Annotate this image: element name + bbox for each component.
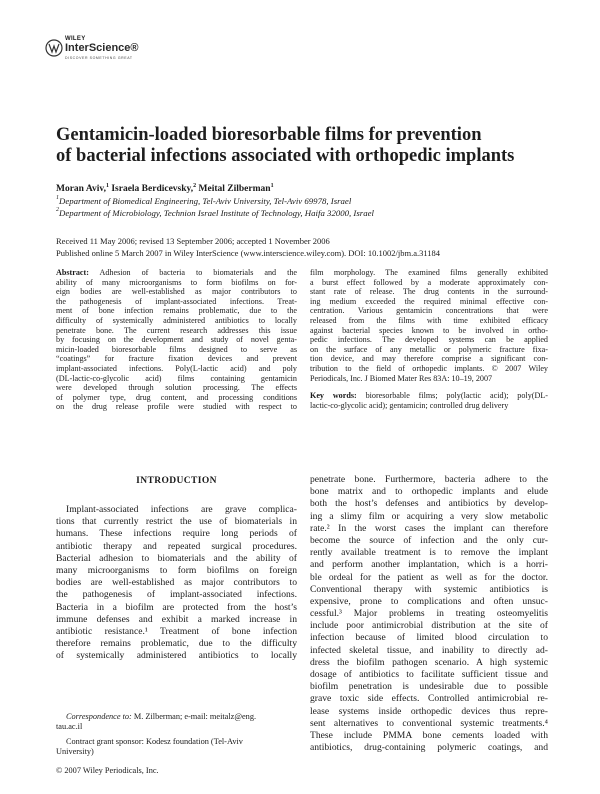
body-line: become the source of infection and the only cur- [310, 534, 548, 546]
abstract-line: difficulty of systemically administered antibiotics to locally [56, 315, 297, 325]
body-line: both the host’s defenses and antibiotics by develop- [310, 498, 548, 510]
footnote-line: Contract grant sponsor: Kodesz foundation (Tel-Aviv [66, 737, 243, 746]
body-line: bodies are well-established as major contributors to [56, 577, 297, 589]
correspondence-label: Correspondence to: [66, 712, 132, 721]
logo-publisher: WILEY [65, 36, 86, 42]
footnote-line: Correspondence to: M. Zilberman; e-mail: meitalz@eng. [66, 712, 257, 721]
logo-name: InterScience® [65, 42, 139, 54]
body-line: These include PMMA bone cements loaded with [310, 729, 548, 741]
body-line: antibiotics, drug-containing polymeric coatings, and [310, 742, 548, 754]
abstract-line: ment of bone infection remains problematic, due to the [56, 306, 297, 316]
body-line: include poor antimicrobial distribution at the site of [310, 620, 548, 632]
body-line: cessful.³ Major problems in treating osteomyelitis [310, 608, 548, 620]
body-line: Bacterial adhesion to biomaterials and the ability of [56, 552, 297, 564]
body-line: expensive, prone to complications and often unsuc- [310, 595, 548, 607]
footnote-line: University) [56, 747, 94, 756]
abstract-line: pedic infections. The developed systems can be applied [310, 335, 548, 345]
spacer [310, 383, 548, 391]
affiliation-mark: 2 [56, 207, 59, 213]
body-line: Conventional therapy with systemic antibiotics is [310, 583, 548, 595]
abstract-line: on the drug release profile were studied with respect to [56, 402, 297, 412]
body-line: and perform another implantation, which is a horri- [310, 559, 548, 571]
abstract-label: Abstract: [56, 268, 89, 277]
body-line: antibiotic therapy and repeated surgical procedures. [56, 540, 297, 552]
footnote-line: tau.ac.il [56, 722, 83, 731]
abstract-line: implant-associated infections. Poly(L-lactic acid) and poly [56, 363, 297, 373]
body-line: penetrate bone. Furthermore, bacteria adhere to the [310, 474, 548, 485]
affiliation [56, 208, 374, 218]
abstract-line: were developed through solution processing. The effects [56, 383, 297, 393]
title-line: Gentamicin-loaded bioresorbable films for prevention [56, 125, 482, 145]
body-line: ing a slimy film or acquiring a very slow metabolic [310, 510, 548, 522]
copyright-notice: © 2007 Wiley Periodicals, Inc. [56, 766, 159, 775]
body-line: infection because of limited blood circulation to [310, 632, 548, 644]
body-line: bone matrix and to orthopedic implants and elude [310, 486, 548, 498]
body-line: humans. These infections require long periods of [56, 528, 297, 540]
abstract-line: Abstract: Adhesion of bacteria to biomaterials and the [56, 268, 297, 277]
wiley-interscience-logo [45, 36, 165, 66]
body-line: dosage of antibiotics to facilitate sufficient tissue and [310, 669, 548, 680]
title-line: of bacterial infections associated with orthopedic implants [56, 146, 515, 166]
body-line: many microorganisms to form biofilms on foreign [56, 564, 297, 576]
abstract-left-column [56, 268, 297, 412]
abstract-line: “coatings” for fracture fixation devices and prevent [56, 354, 297, 364]
logo-tagline: DISCOVER SOMETHING GREAT [65, 56, 133, 60]
abstract-line: tion device, and may therefore comprise a significant con- [310, 354, 548, 364]
author-affiliation-mark: 2 [193, 183, 197, 189]
abstract-line: film morphology. The examined films generally exhibited [310, 268, 548, 277]
abstract-line: (DL-lactic-co-glycolic acid) films containing gentamicin [56, 373, 297, 383]
abstract-line: centration. Various gentamicin concentrations that were [310, 306, 548, 316]
body-line: the pathogenesis of implant-associated infections. [56, 589, 297, 601]
body-line: infected skeletal tissue, and inability to directly ad- [310, 644, 548, 656]
abstract-line: on the surface of any metallic or polymeric fracture fixa- [310, 344, 548, 354]
author-affiliation-mark: 1 [105, 183, 109, 189]
body-line: rently available treatment is to remove the implant [310, 547, 548, 559]
keywords-label: Key words: [310, 391, 357, 401]
published-info: Published online 5 March 2007 in Wiley InterScience (www.interscience.wiley.com). DOI: 10.1002/jbm.a.31184 [56, 248, 441, 258]
abstract-line: Periodicals, Inc. J Biomed Mater Res 83A: 10–19, 2007 [310, 373, 493, 383]
abstract-line: released from the films with time exhibited efficacy [310, 315, 548, 325]
abstract-line: tribution to the field of orthopedic implants. © 2007 Wiley [310, 363, 548, 373]
author-name: Meital Zilberman [196, 184, 271, 194]
affiliation-text: Department of Biomedical Engineering, Tel-Aviv University, Tel-Aviv 69978, Israel [59, 196, 352, 206]
affiliation [56, 196, 351, 206]
affiliation-mark: 1 [56, 195, 59, 201]
body-line: grave toxic side effects. Controlled antimicrobial re- [310, 693, 548, 705]
wiley-logo-icon [45, 38, 63, 58]
abstract-line: a burst effect followed by a moderate approximately con- [310, 277, 548, 287]
author-name: Israela Berdicevsky, [108, 184, 194, 194]
keywords-line: Key words: bioresorbable films; poly(lactic acid); poly(DL- [310, 391, 548, 401]
body-line: biofilm penetration is undesirable due to possible [310, 681, 548, 693]
body-line: rate.² In the worst cases the implant can therefore [310, 522, 548, 534]
abstract-line: penetrate bone. The current research addresses this issue [56, 325, 297, 335]
abstract-line: against bacterial species known to be involved in ortho- [310, 325, 548, 335]
abstract-line: ing medium exceeded the required minimal effective con- [310, 296, 548, 306]
body-line: dress the biofilm pathogen scenario. A high systemic [310, 656, 548, 668]
body-line: of systemically administered antibiotics to locally [56, 650, 297, 662]
body-line: antibiotic resistance.¹ Treatment of bone infection [56, 625, 297, 637]
body-line: sent alternatives to conventional systemic treatments.⁴ [310, 717, 548, 729]
grant-footnote [56, 737, 297, 757]
section-heading: INTRODUCTION [136, 476, 217, 486]
article-title [56, 125, 556, 167]
intro-left-column [56, 504, 297, 662]
body-line: Bacteria in a biofilm are protected from the host’s [56, 601, 297, 613]
correspondence-footnote [56, 712, 297, 732]
abstract-line: by focusing on the development and study of novel genta- [56, 335, 297, 345]
author-list [56, 184, 274, 194]
received-dates: Received 11 May 2006; revised 13 September 2006; accepted 1 November 2006 [56, 236, 330, 246]
abstract-right-column [310, 268, 548, 410]
body-line: immune defenses and exhibit a marked increase in [56, 613, 297, 625]
affiliation-text: Department of Microbiology, Technion Israel Institute of Technology, Haifa 32000, Israel [59, 208, 374, 218]
abstract-line: stant rate of release. The drug contents in the surround- [310, 287, 548, 297]
abstract-line: of polymer type, drug content, and processing conditions [56, 392, 297, 402]
keywords-line: lactic-co-glycolic acid); gentamicin; controlled drug delivery [310, 400, 509, 410]
abstract-line: the pathogenesis of implant-associated infections. Treat- [56, 296, 297, 306]
body-line: Implant-associated infections are grave complica- [66, 504, 297, 515]
body-line: therefore remains problematic, due to the difficulty [56, 638, 297, 650]
body-line: tions that currently restrict the use of biomaterials in [56, 516, 297, 528]
author-affiliation-mark: 1 [270, 183, 274, 189]
author-name: Moran Aviv, [56, 184, 106, 194]
body-line: ble ordeal for the patient as well as for the doctor. [310, 571, 548, 583]
abstract-line: ability of many microorganisms to form biofilms on for- [56, 277, 297, 287]
intro-right-column [310, 474, 548, 754]
body-line: lease systems inside orthopedic devices thus repre- [310, 705, 548, 717]
abstract-line: eign bodies are well-established as major contributors to [56, 287, 297, 297]
abstract-line: micin-loaded bioresorbable films designed to serve as [56, 344, 297, 354]
